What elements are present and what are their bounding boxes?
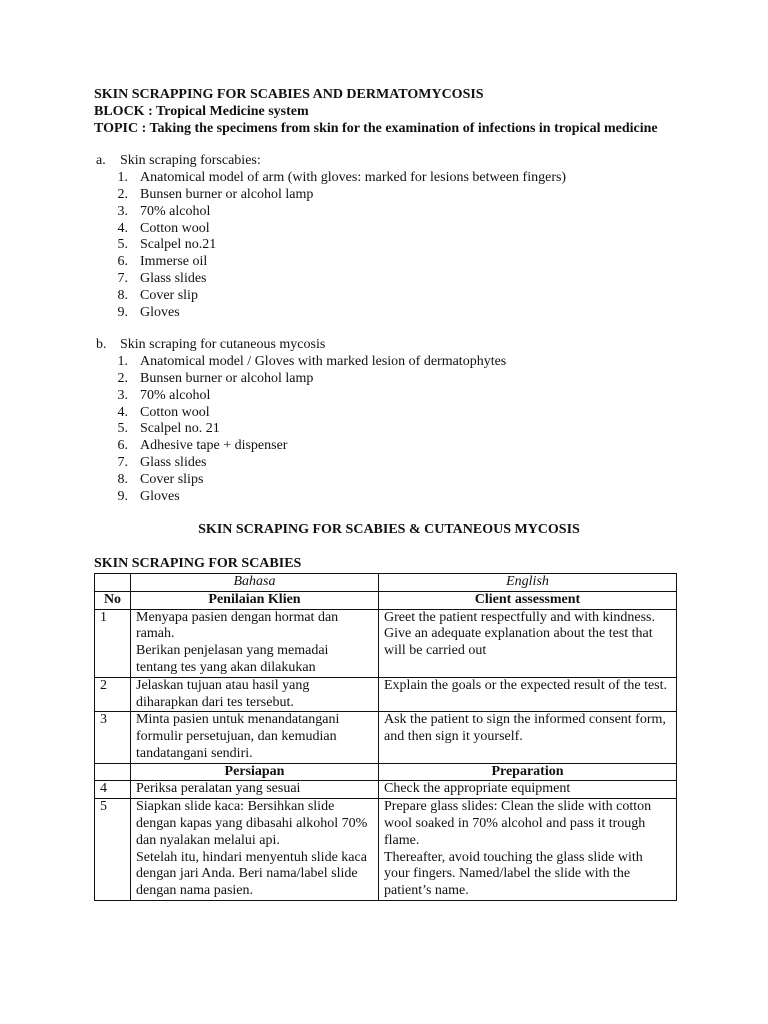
table-row: [95, 712, 677, 763]
table-row: [95, 799, 677, 901]
cell-english: Greet the patient respectfully and with kindness. Give an adequate explanation about the test that will be carried out: [379, 609, 677, 677]
list-item: 1. Anatomical model of arm (with gloves: marked for lesions between fingers): [117, 170, 567, 186]
section-a-marker: a.: [96, 153, 106, 169]
procedure-heading: SKIN SCRAPING FOR SCABIES & CUTANEOUS MYCOSIS: [198, 522, 580, 538]
topic-line: TOPIC : Taking the specimens from skin for the examination of infections in tropical medicine: [94, 120, 658, 136]
empty-cell: [95, 573, 131, 591]
preparation-header-left: Persiapan: [131, 763, 379, 781]
preparation-header-right: Preparation: [379, 763, 677, 781]
list-item: 8. Cover slips: [117, 471, 204, 487]
row-number: 1: [95, 609, 131, 677]
row-number: 4: [95, 781, 131, 799]
procedure-table: [94, 573, 677, 901]
cell-english: Ask the patient to sign the informed consent form, and then sign it yourself.: [379, 712, 677, 763]
section-b-label: [94, 337, 684, 354]
empty-cell: [95, 763, 131, 781]
list-item: 2. Bunsen burner or alcohol lamp: [117, 186, 314, 202]
row-number: 5: [95, 799, 131, 901]
list-item: 2. Bunsen burner or alcohol lamp: [117, 370, 314, 386]
list-item: 9. Gloves: [117, 304, 180, 320]
list-item: 8. Cover slip: [117, 287, 198, 303]
list-item: 7. Glass slides: [117, 270, 207, 286]
cell-bahasa: Jelaskan tujuan atau hasil yang diharapkan dari tes tersebut.: [131, 677, 379, 712]
list-item: 6. Immerse oil: [117, 254, 208, 270]
assessment-header-right: Client assessment: [379, 591, 677, 609]
english-header: English: [379, 573, 677, 591]
section-a-list: [94, 170, 684, 321]
table-heading: SKIN SCRAPING FOR SCABIES: [94, 556, 302, 572]
list-item: 1. Anatomical model / Gloves with marked lesion of dermatophytes: [117, 354, 507, 370]
section-b-text: Skin scraping for cutaneous mycosis: [120, 337, 326, 353]
list-item: 7. Glass slides: [117, 454, 207, 470]
list-item: 4. Cotton wool: [117, 404, 210, 420]
preparation-header-row: [95, 763, 677, 781]
assessment-header-row: [95, 591, 677, 609]
table-row: [95, 677, 677, 712]
list-item: 5. Scalpel no. 21: [117, 421, 220, 437]
section-b-list: [94, 354, 684, 505]
list-item: 3. 70% alcohol: [117, 387, 211, 403]
cell-english: Check the appropriate equipment: [379, 781, 677, 799]
cell-english: Explain the goals or the expected result of the test.: [379, 677, 677, 712]
section-a-label: [94, 153, 684, 170]
document-page: [94, 87, 684, 901]
list-item: 5. Scalpel no.21: [117, 237, 217, 253]
list-item: 3. 70% alcohol: [117, 203, 211, 219]
list-item: 6. Adhesive tape + dispenser: [117, 438, 288, 454]
section-a-text: Skin scraping forscabies:: [120, 153, 261, 169]
no-header: No: [95, 591, 131, 609]
cell-bahasa: Periksa peralatan yang sesuai: [131, 781, 379, 799]
bahasa-header: Bahasa: [131, 573, 379, 591]
language-header-row: [95, 573, 677, 591]
cell-bahasa: Siapkan slide kaca: Bersihkan slide dengan kapas yang dibasahi alkohol 70% dan nyalakan melalui api. Setelah itu, hindari menyentuh slide kaca dengan jari Anda. Beri nama/label slide dengan nama pasien.: [131, 799, 379, 901]
list-item: 4. Cotton wool: [117, 220, 210, 236]
row-number: 2: [95, 677, 131, 712]
row-number: 3: [95, 712, 131, 763]
table-row: [95, 781, 677, 799]
block-line: BLOCK : Tropical Medicine system: [94, 103, 309, 119]
list-item: 9. Gloves: [117, 488, 180, 504]
cell-bahasa: Minta pasien untuk menandatangani formulir persetujuan, dan kemudian tandatangani sendiri.: [131, 712, 379, 763]
cell-english: Prepare glass slides: Clean the slide with cotton wool soaked in 70% alcohol and pass it trough flame. Thereafter, avoid touching the glass slide with your fingers. Named/label the slide with the patient’s name.: [379, 799, 677, 901]
table-row: [95, 609, 677, 677]
assessment-header-left: Penilaian Klien: [131, 591, 379, 609]
document-title: SKIN SCRAPPING FOR SCABIES AND DERMATOMYCOSIS: [94, 87, 484, 102]
cell-bahasa: Menyapa pasien dengan hormat dan ramah. Berikan penjelasan yang memadai tentang tes yang akan dilakukan: [131, 609, 379, 677]
section-b-marker: b.: [96, 337, 107, 353]
